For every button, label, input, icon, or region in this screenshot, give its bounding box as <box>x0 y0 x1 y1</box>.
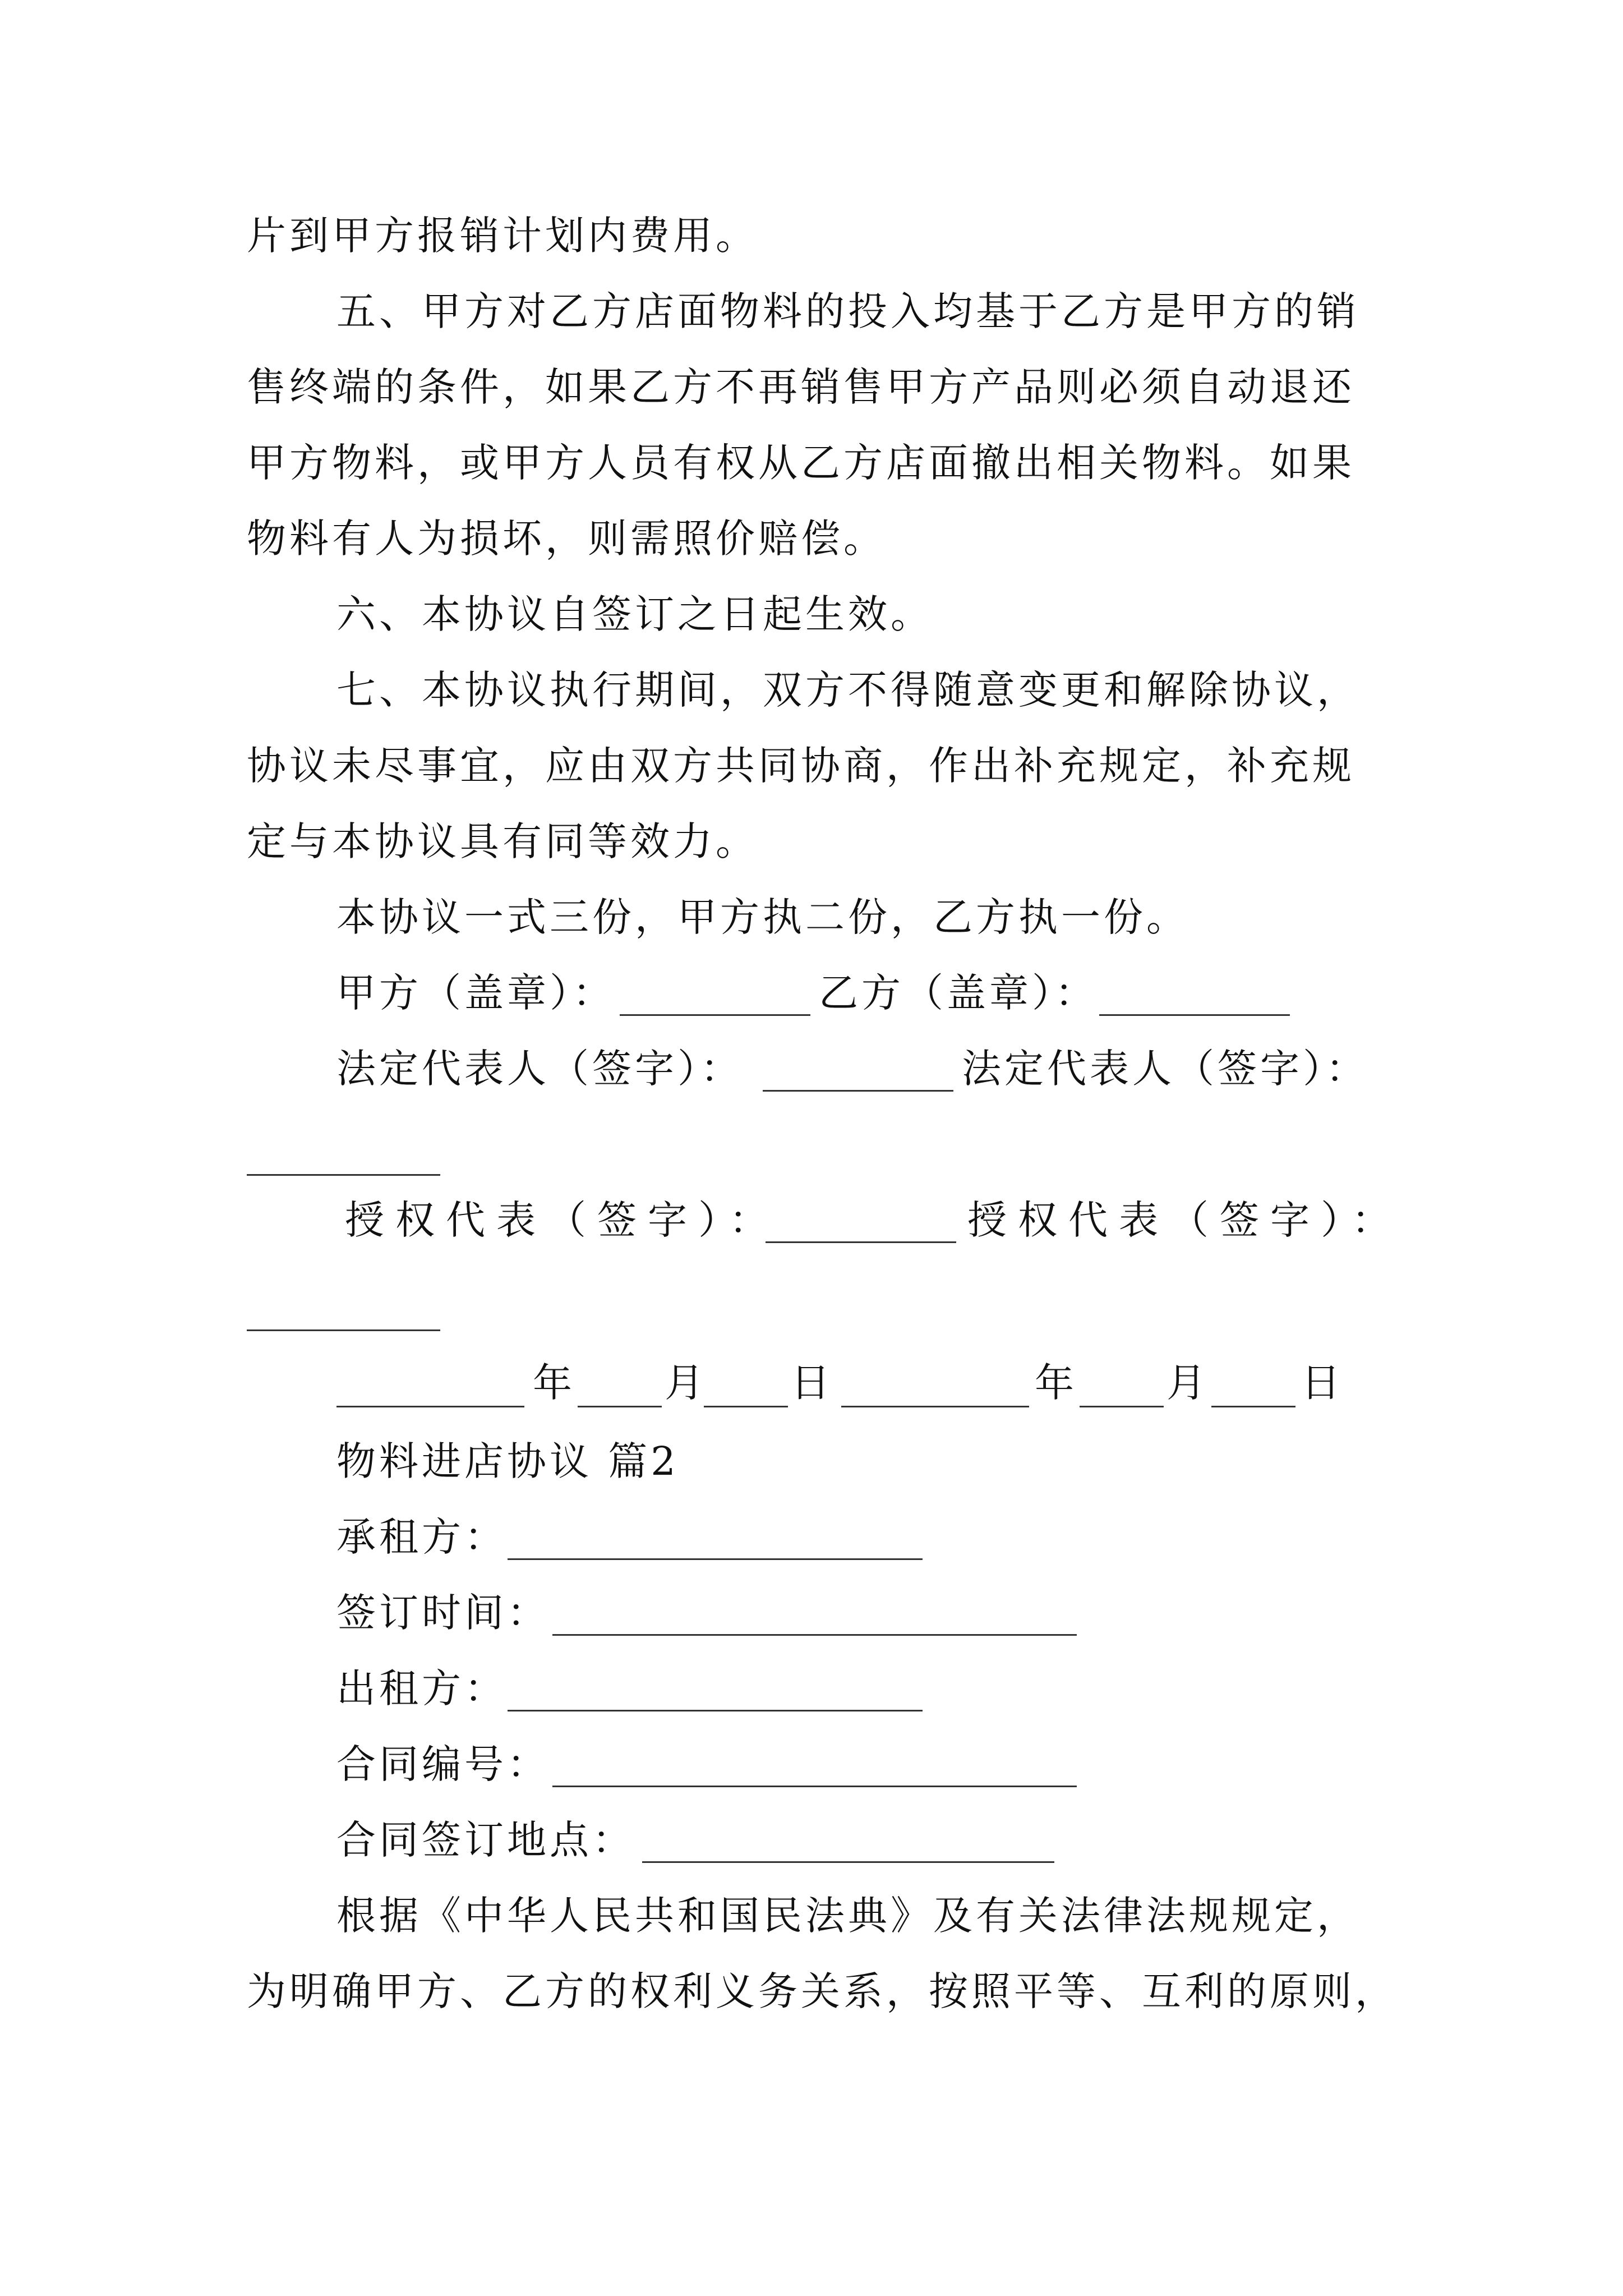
paragraph-line: 甲方物料，或甲方人员有权从乙方店面撤出相关物料。如果 <box>247 440 1355 486</box>
date-day-label: 日 <box>791 1360 833 1406</box>
date-day-label: 日 <box>1301 1360 1344 1406</box>
legal-rep-a-label: 法定代表人（签字）： <box>336 1046 743 1092</box>
paragraph-line: 为明确甲方、乙方的权利义务关系，按照平等、互利的原则， <box>247 1968 1398 2014</box>
paragraph-line: 六、本协议自签订之日起生效。 <box>336 591 933 637</box>
lessor-blank[interactable] <box>508 1710 923 1711</box>
sign-place-label: 合同签订地点： <box>336 1817 635 1863</box>
date-b-year-blank[interactable] <box>841 1406 1029 1407</box>
date-month-label: 月 <box>1166 1360 1209 1406</box>
paragraph-line: 片到甲方报销计划内费用。 <box>247 213 758 259</box>
lessee-label: 承租方： <box>336 1514 507 1560</box>
date-a-year-blank[interactable] <box>336 1406 524 1407</box>
auth-rep-b-blank[interactable] <box>247 1329 440 1331</box>
paragraph-line: 协议未尽事宜，应由双方共同协商，作出补充规定，补充规 <box>247 743 1355 789</box>
legal-rep-b-blank[interactable] <box>247 1174 440 1176</box>
date-a-day-blank[interactable] <box>704 1406 788 1407</box>
contract-no-label: 合同编号： <box>336 1741 550 1787</box>
date-year-label: 年 <box>1035 1360 1077 1406</box>
auth-rep-b-label: 授权代表（签字）： <box>967 1197 1402 1243</box>
lessee-blank[interactable] <box>508 1558 923 1560</box>
legal-rep-b-label: 法定代表人（签字）： <box>962 1046 1368 1092</box>
party-b-seal-blank[interactable] <box>1099 1014 1290 1016</box>
paragraph-line: 七、本协议执行期间，双方不得随意变更和解除协议， <box>336 667 1359 713</box>
date-year-label: 年 <box>533 1360 575 1406</box>
paragraph-line: 五、甲方对乙方店面物料的投入均基于乙方是甲方的销 <box>336 288 1359 334</box>
paragraph-line: 定与本协议具有同等效力。 <box>247 818 758 864</box>
date-a-month-blank[interactable] <box>578 1406 662 1407</box>
paragraph-line: 根据《中华人民共和国民法典》及有关法律法规规定， <box>336 1893 1359 1939</box>
party-a-seal-blank[interactable] <box>620 1014 810 1016</box>
date-b-month-blank[interactable] <box>1080 1406 1164 1407</box>
party-b-seal-label: 乙方（盖章）： <box>819 970 1098 1016</box>
date-b-day-blank[interactable] <box>1211 1406 1295 1407</box>
paragraph-line: 物料有人为损坏，则需照价赔偿。 <box>247 516 886 562</box>
date-month-label: 月 <box>665 1360 707 1406</box>
section-heading: 物料进店协议 篇2 <box>336 1438 679 1484</box>
auth-rep-a-blank[interactable] <box>766 1241 956 1243</box>
sign-time-label: 签订时间： <box>336 1590 550 1636</box>
sign-place-blank[interactable] <box>642 1861 1054 1863</box>
party-a-seal-label: 甲方（盖章）： <box>336 970 615 1016</box>
contract-no-blank[interactable] <box>552 1786 1077 1787</box>
sign-time-blank[interactable] <box>552 1634 1077 1636</box>
auth-rep-a-label: 授权代表（签字）： <box>345 1197 780 1243</box>
paragraph-line: 本协议一式三份，甲方执二份，乙方执一份。 <box>336 894 1189 940</box>
lessor-label: 出租方： <box>336 1665 507 1711</box>
legal-rep-a-blank[interactable] <box>763 1090 953 1092</box>
paragraph-line: 售终端的条件，如果乙方不再销售甲方产品则必须自动退还 <box>247 364 1355 410</box>
